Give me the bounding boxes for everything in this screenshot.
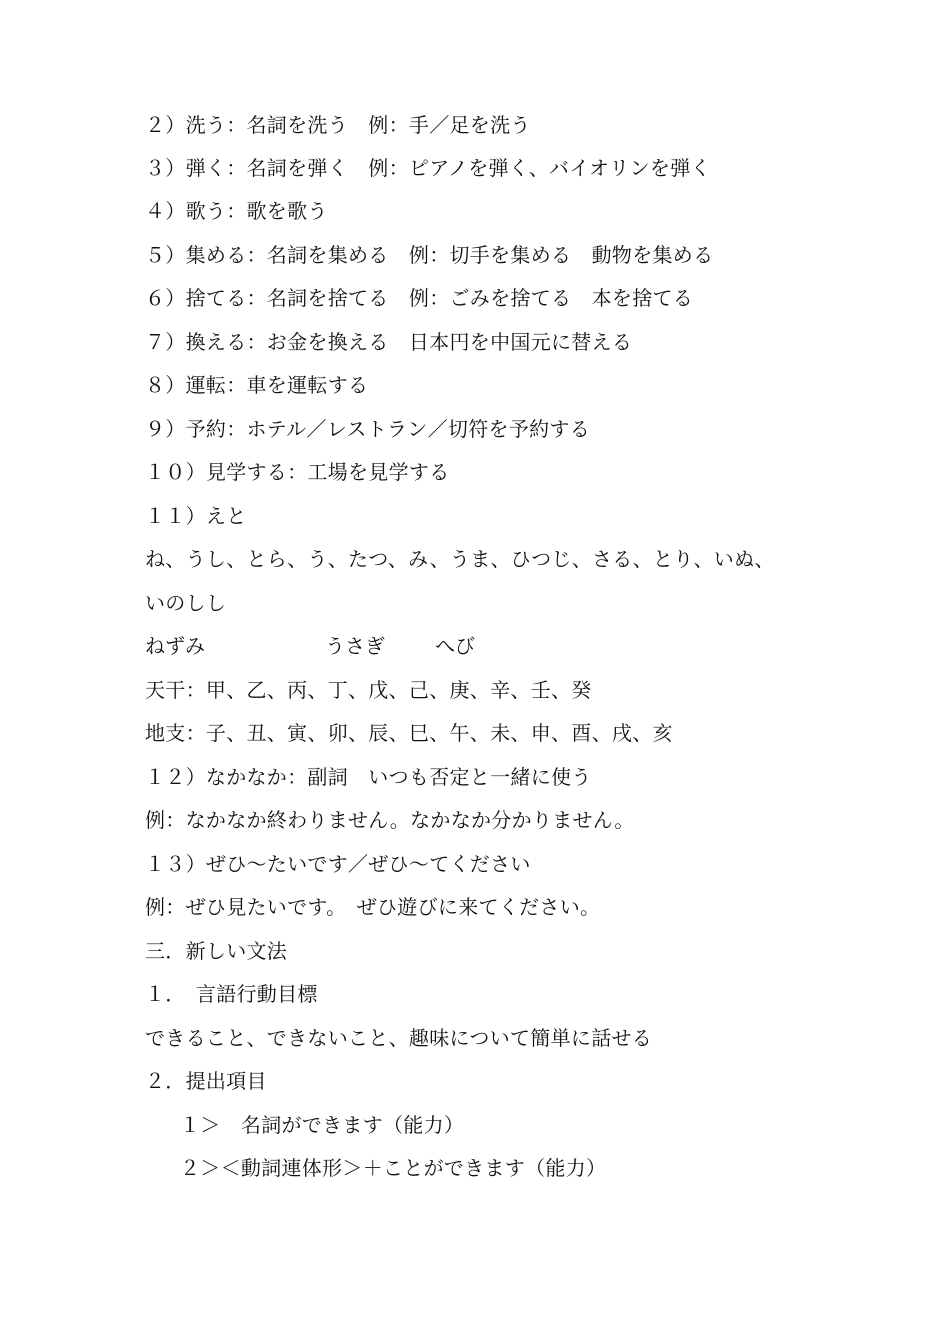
zodiac-name: ねずみ [145,634,205,658]
vocab-line-5: ５）集める：名詞を集める 例：切手を集める 動物を集める [145,243,714,267]
vocab-line-4: ４）歌う：歌を歌う [145,199,328,223]
grammar-item-2: ２＞＜動詞連体形＞＋ことができます（能力） [180,1156,607,1180]
eto-list-continued: いのしし [145,591,227,615]
vocab-line-2: ２）洗う：名詞を洗う 例：手／足を洗う [145,113,531,137]
grammar-item-1: １＞ 名詞ができます（能力） [180,1113,465,1137]
eto-list-line: ね、うし、とら、う、たつ、み、うま、ひつじ、さる、とり、いぬ、 [145,547,775,571]
earthly-branches-line: 地支：子、丑、寅、卯、辰、巳、午、未、申、酉、戌、亥 [145,721,673,745]
subheading-items: ２．提出項目 [145,1069,267,1093]
vocab-line-13: １３）ぜひ～たいです／ぜひ～てください [145,852,531,876]
vocab-line-3: ３）弾く：名詞を弾く 例：ピアノを弾く、バイオリンを弾く [145,156,711,180]
zodiac-name: うさぎ [325,634,385,658]
vocab-line-10: １０）見学する：工場を見学する [145,460,450,484]
section-heading-grammar: 三．新しい文法 [145,939,288,963]
vocab-line-8: ８）運転：車を運転する [145,373,369,397]
vocab-line-12: １２）なかなか：副詞 いつも否定と一緒に使う [145,765,592,789]
subheading-goal: １． 言語行動目標 [145,982,318,1006]
heavenly-stems-line: 天干：甲、乙、丙、丁、戊、己、庚、辛、壬、癸 [145,678,592,702]
vocab-line-9: ９）予約：ホテル／レストラン／切符を予約する [145,417,590,441]
zodiac-name: へび [435,634,475,658]
vocab-line-11: １１）えと [145,504,247,528]
goal-text: できること、できないこと、趣味について簡単に話せる [145,1026,653,1050]
vocab-line-7: ７）換える：お金を換える 日本円を中国元に替える [145,330,633,354]
example-line-12: 例：なかなか終わりません。なかなか分かりません。 [145,808,635,832]
vocab-line-6: ６）捨てる：名詞を捨てる 例：ごみを捨てる 本を捨てる [145,286,694,310]
example-line-13: 例：ぜひ見たいです。 ぜひ遊びに来てください。 [145,895,601,919]
